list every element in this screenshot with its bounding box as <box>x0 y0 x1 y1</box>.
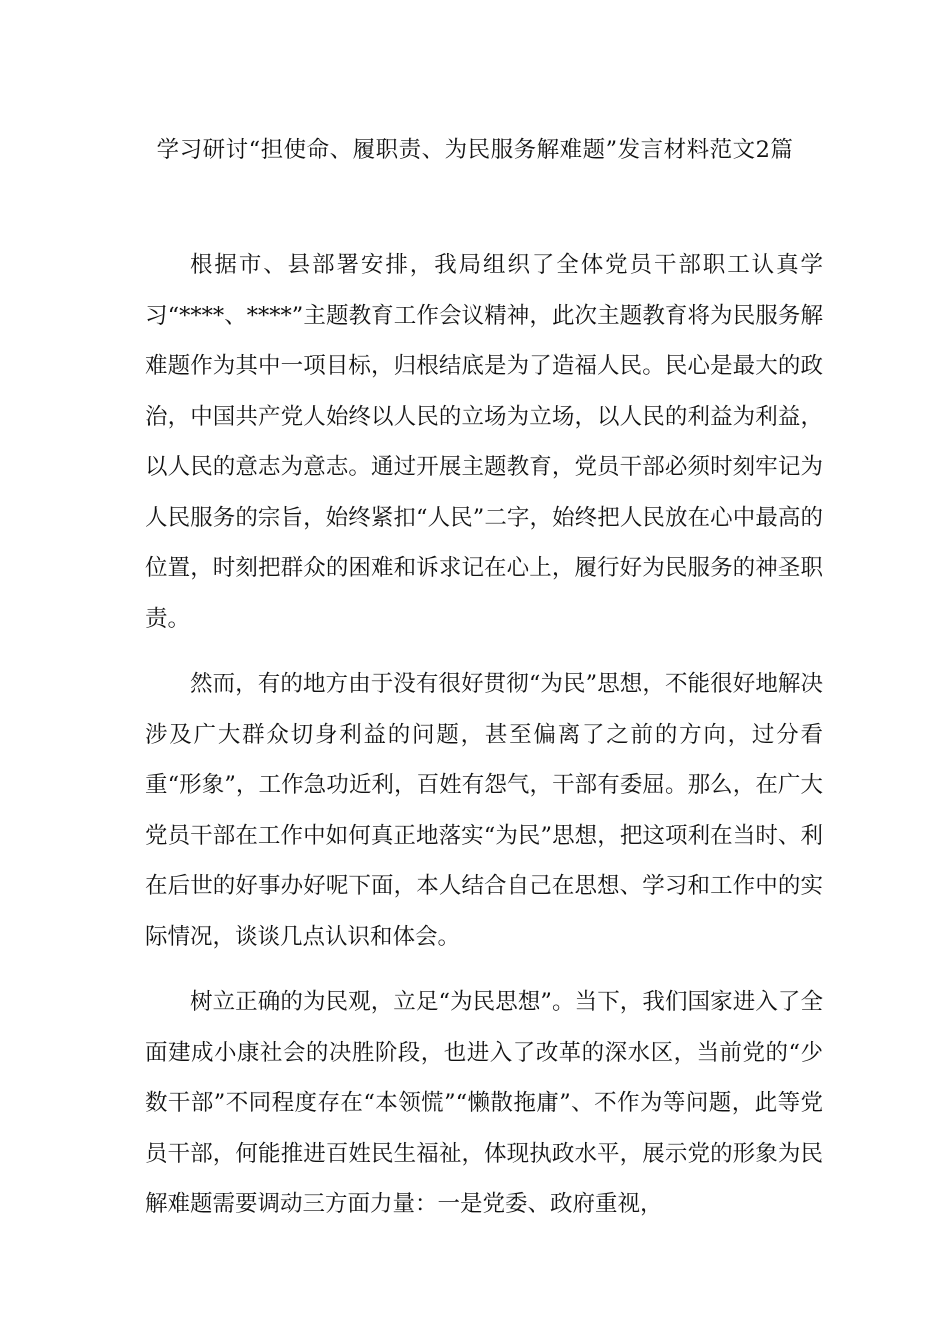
document-title: 学习研讨“担使命、履职责、为民服务解难题”发言材料范文2篇 <box>156 137 794 163</box>
paragraph-1: 根据市、县部署安排，我局组织了全体党员干部职工认真学习“****、****”主题教育工作会议精神，此次主题教育将为民服务解难题作为其中一项目标，归根结底是为了造福人民。民心是最大的政治，中国共产党人始终以人民的立场为立场，以人民的利益为利益，以人民的意志为意志。通过开展主题教育，党员干部必须时刻牢记为人民服务的宗旨，始终紧扣“人民”二字，始终把人民放在心中最高的位置，时刻把群众的困难和诉求记在心上，履行好为民服务的神圣职责。 <box>145 252 823 632</box>
paragraph-3: 树立正确的为民观，立足“为民思想”。当下，我们国家进入了全面建成小康社会的决胜阶段，也进入了改革的深水区，当前党的“少数干部”不同程度存在“本领慌”“懒散拖庸”、不作为等问题，此等党员干部，何能推进百姓民生福祉，体现执政水平，展示党的形象为民解难题需要调动三方面力量：一是党委、政府重视， <box>145 989 823 1217</box>
document-body <box>145 240 823 1245</box>
paragraph-2: 然而，有的地方由于没有很好贯彻“为民”思想，不能很好地解决涉及广大群众切身利益的问题，甚至偏离了之前的方向，过分看重“形象”，工作急功近利，百姓有怨气，干部有委屈。那么，在广大党员干部在工作中如何真正地落实“为民”思想，把这项利在当时、利在后世的好事办好呢下面，本人结合自己在思想、学习和工作中的实际情况，谈谈几点认识和体会。 <box>145 671 823 950</box>
